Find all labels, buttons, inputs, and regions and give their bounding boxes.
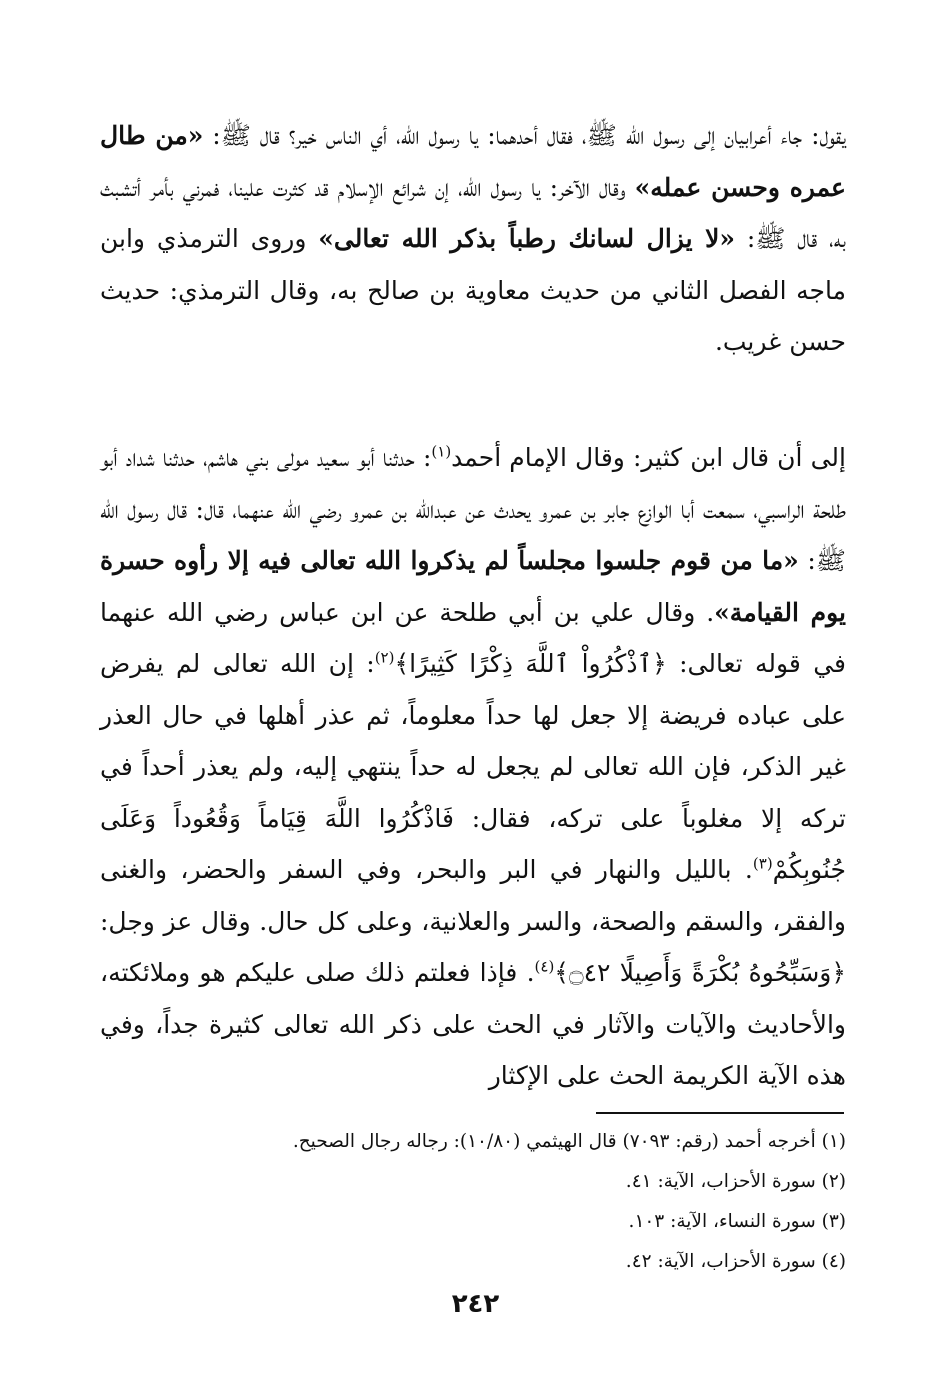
- footnote-4: (٤) سورة الأحزاب، الآية: ٤٢.: [625, 1251, 846, 1272]
- footnote-ref-2[interactable]: (٢): [374, 648, 395, 667]
- paragraph-1: [100, 110, 846, 368]
- footnote-ref-1[interactable]: (١): [431, 442, 452, 461]
- footnote-1: (١) أخرجه أحمد (رقم: ٧٠٩٣) قال الهيثمي (١٠/٨٠): رجاله رجال الصحيح.: [292, 1131, 846, 1152]
- hadith-quote-2: «لا يزال لسانك رطباً بذكر الله تعالى»: [318, 224, 736, 253]
- footnote-2: (٢) سورة الأحزاب، الآية: ٤١.: [625, 1171, 846, 1192]
- paragraph-1-part2: وقال الآخر: يا رسول الله، إن شرائع الإسلام قد كثرت علينا، فمرني بأمر أتشبث به، قال ﷺ:: [100, 172, 846, 253]
- quran-verse-1: ﴿ٱذْكُرُواْ ٱللَّهَ ذِكْرًا كَثِيرًا﴾: [394, 649, 667, 678]
- quran-verse-2: ﴿وَسَبِّحُوهُ بُكْرَةً وَأَصِيلًا ۝٤٢﴾: [554, 958, 846, 987]
- page-number: ٢٤٢: [451, 1289, 500, 1319]
- paragraph-2-part2: : حدثنا أبو سعيد مولى بني هاشم، حدثنا شداد أبو طلحة الراسبي، سمعت أبا الوازع جابر بن عمرو يحدث عن عبدالله بن عمرو رضي الله عنهما، قال: قال رسول الله ﷺ:: [100, 443, 846, 575]
- paragraph-2-part6: . فإذا فعلتم ذلك صلى عليكم هو وملائكته، والأحاديث والآيات والآثار في الحث على ذكر الله تعالى كثيرة جداً، وفي هذه الآية الكريمة الحث على الإكثار: [100, 958, 846, 1090]
- paragraph-2: [100, 432, 846, 1102]
- paragraph-1-part3: وروى الترمذي وابن ماجه الفصل الثاني من حديث معاوية بن صالح به، وقال الترمذي: حديث حسن غريب.: [100, 224, 846, 356]
- footnotes: [126, 1122, 846, 1282]
- hadith-quote-1: «من طال عمره وحسن عمله»: [100, 121, 846, 202]
- paragraph-2-part1: إلى أن قال ابن كثير: وقال الإمام أحمد: [451, 443, 846, 472]
- hadith-quote-3: «ما من قوم جلسوا مجلساً لم يذكروا الله تعالى فيه إلا رأوه حسرة يوم القيامة»: [100, 546, 846, 627]
- footnote-ref-4[interactable]: (٤): [534, 957, 555, 976]
- paragraph-2-part5: . بالليل والنهار في البر والبحر، وفي السفر والحضر، والغنى والفقر، والسقم والصحة، والسر والعلانية، وعلى كل حال. وقال عز وجل:: [100, 855, 846, 936]
- footnote-ref-3[interactable]: (٣): [752, 854, 773, 873]
- footnote-separator: [596, 1112, 844, 1114]
- paragraph-2-part4: : إن الله تعالى لم يفرض على عباده فريضة إلا جعل لها حداً معلوماً، ثم عذر أهلها في حال العذر غير الذكر، فإن الله تعالى لم يجعل له حداً ينتهي إليه، ولم يعذر أحداً في تركه إلا مغلوباً على تركه، فقال: فَاذْكُرُوا اللَّهَ قِيَاماً وَقُعُوداً وَعَلَى جُنُوبِكُمْ: [100, 649, 846, 884]
- paragraph-1-text: [100, 110, 846, 368]
- footnote-3: (٣) سورة النساء، الآية: ١٠٣.: [628, 1211, 846, 1232]
- paragraph-2-part3: . وقال علي بن أبي طلحة عن ابن عباس رضي الله عنهما في قوله تعالى:: [100, 597, 846, 678]
- paragraph-2-text: [100, 432, 846, 1102]
- paragraph-1-part1: يقول: جاء أعرابيان إلى رسول الله ﷺ، فقال أحدهما: يا رسول الله، أي الناس خير؟ قال ﷺ:: [203, 121, 847, 150]
